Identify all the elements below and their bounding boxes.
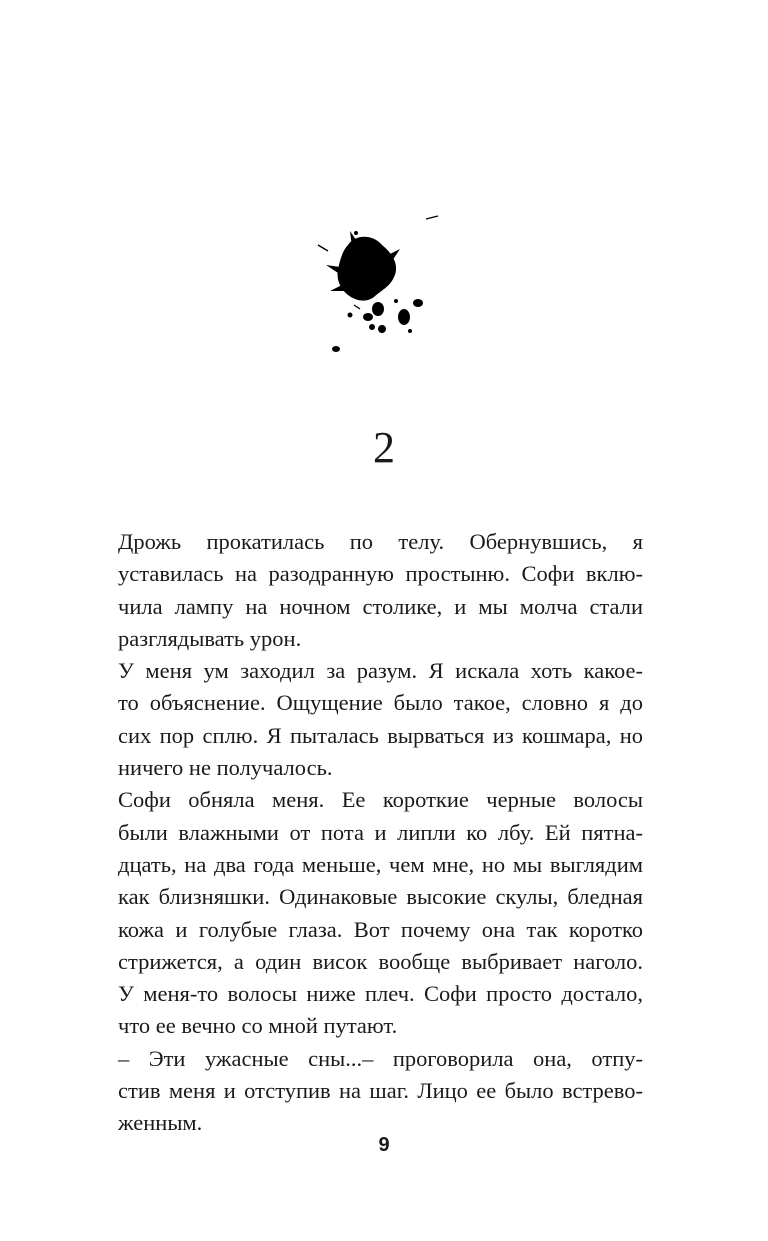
text-line: стив меня и отступив на шаг. Лицо ее было встрево- [118, 1078, 643, 1104]
page-number: 9 [378, 1134, 390, 1156]
text-line: уставилась на разодранную простыню. Софи вклю- [118, 561, 643, 587]
text-line: дцать, на два года меньше, чем мне, но мы выглядим [118, 851, 643, 877]
text-line: как близняшки. Одинаковые высокие скулы, бледная [118, 884, 643, 910]
text-line: – Эти ужасные сны...– проговорила она, отпу- [118, 1045, 643, 1071]
text-line: ничего не получалось. [118, 755, 333, 781]
text-line: У меня ум заходил за разум. Я искала хоть какое- [118, 658, 643, 684]
text-line: кожа и голубые глаза. Вот почему она так коротко [118, 916, 643, 942]
paragraph-2 [118, 655, 643, 784]
text-line: Дрожь прокатилась по телу. Обернувшись, я [118, 529, 643, 554]
text-line: то объяснение. Ощущение было такое, словно я до [118, 690, 643, 716]
text-line: стрижется, а один висок вообще выбривает наголо. [118, 948, 643, 974]
paragraph-4 [118, 1043, 643, 1140]
text-line: сих пор сплю. Я пыталась вырваться из кошмара, но [118, 722, 643, 748]
chapter-number: 2 [373, 423, 395, 472]
text-line: были влажными от пота и липли ко лбу. Ей пятна- [118, 819, 643, 845]
text-line: Софи обняла меня. Ее короткие черные волосы [118, 787, 643, 813]
text-line: что ее вечно со мной путают. [118, 1013, 398, 1039]
text-line: разглядывать урон. [118, 625, 302, 651]
text-line: У меня-то волосы ниже плеч. Софи просто достало, [118, 981, 643, 1007]
ink-splatter-icon [290, 205, 450, 365]
paragraph-1 [118, 526, 643, 655]
body-text [118, 526, 643, 1140]
text-line: чила лампу на ночном столике, и мы молча стали [118, 593, 643, 619]
text-line: женным. [118, 1110, 203, 1136]
paragraph-3 [118, 784, 643, 1042]
